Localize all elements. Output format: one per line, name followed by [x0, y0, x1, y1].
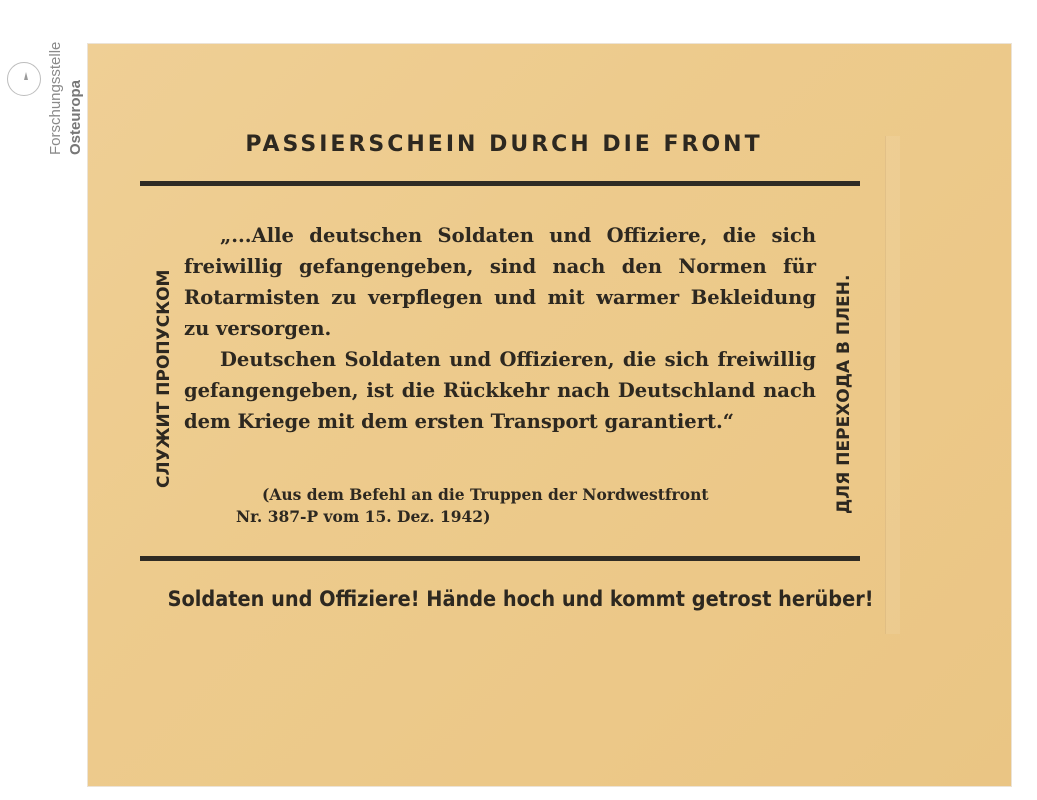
- leaflet-paper: [88, 44, 1011, 786]
- bottom-divider: [140, 556, 860, 561]
- top-divider: [140, 181, 860, 186]
- leaflet-title: PASSIERSCHEIN DURCH DIE FRONT: [245, 132, 763, 157]
- archive-name-line1: Forschungsstelle: [47, 41, 64, 155]
- left-vertical-text: СЛУЖИТ ПРОПУСКОМ: [154, 269, 174, 488]
- quote-paragraph-1: „...Alle deutschen Soldaten und Offiziere, die sich freiwillig gefangengeben, sind nach den Normen für Rotarmisten zu verpflegen und mit warmer Bekleidung zu versorgen.: [184, 224, 816, 340]
- compass-icon: [7, 62, 41, 96]
- right-vertical-text: ДЛЯ ПЕРЕХОДА В ПЛЕН.: [834, 274, 854, 514]
- quote-block: [184, 220, 816, 437]
- slogan: Soldaten und Offiziere! Hände hoch und kommt getrost herüber!: [167, 587, 874, 611]
- source-citation: [236, 484, 822, 528]
- source-line-1: (Aus dem Befehl an die Truppen der Nordwestfront: [262, 485, 709, 504]
- archive-name-line2: Osteuropa: [67, 79, 84, 155]
- quote-paragraph-2: Deutschen Soldaten und Offizieren, die sich freiwillig gefangengeben, ist die Rückkehr nach Deutschland nach dem Kriege mit dem ersten Transport garantiert.“: [184, 348, 816, 433]
- source-line-2: Nr. 387-P vom 15. Dez. 1942): [236, 507, 491, 526]
